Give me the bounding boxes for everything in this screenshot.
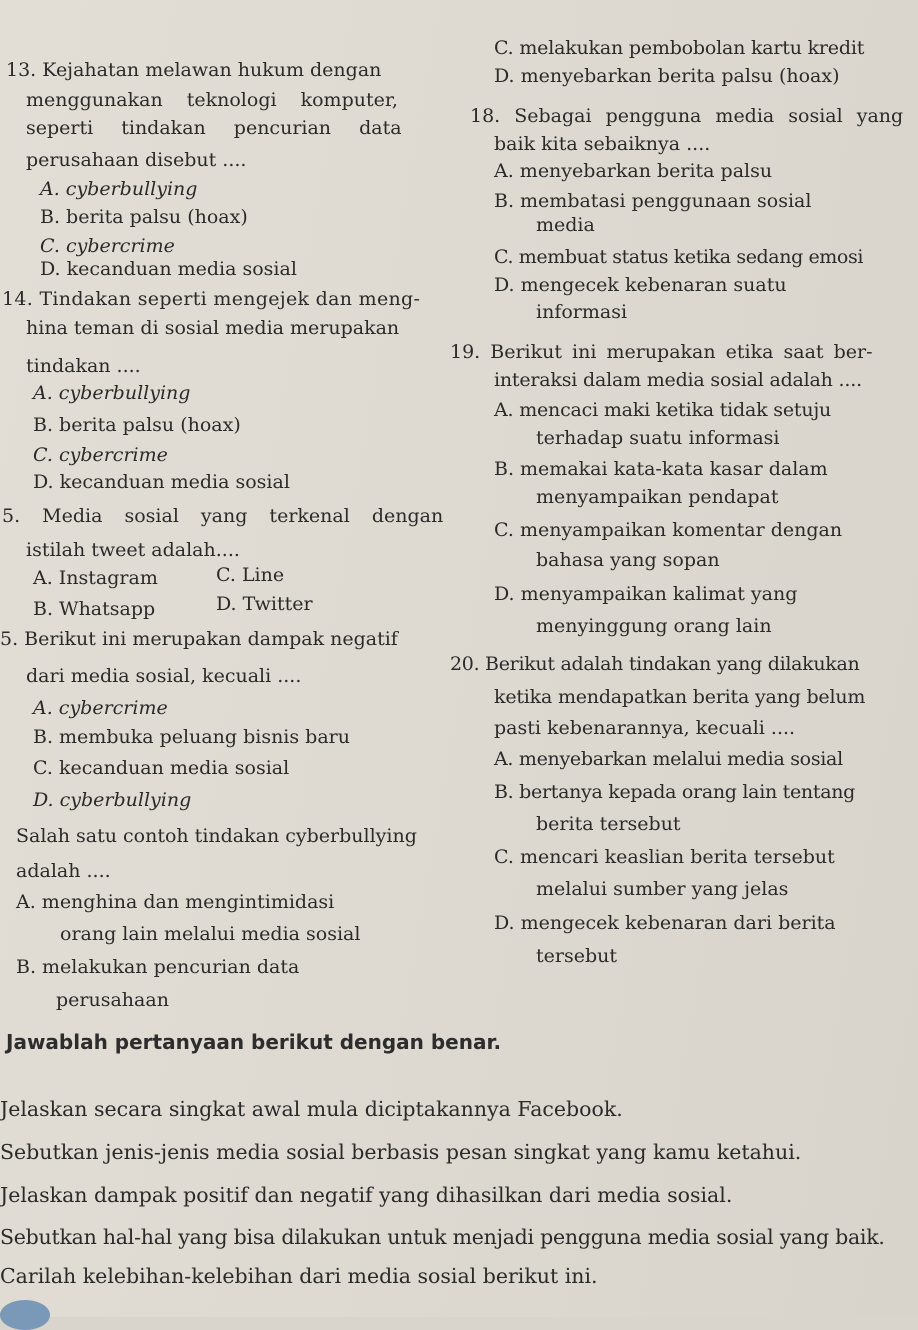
q19-option-a-cont: terhadap suatu informasi xyxy=(536,427,780,449)
q16-option-c: C. kecanduan media sosial xyxy=(33,757,290,779)
q17-option-a-cont: orang lain melalui media sosial xyxy=(60,923,361,945)
q16-stem-line-2: dari media sosial, kecuali .... xyxy=(26,665,302,687)
q14-option-c: C. cybercrime xyxy=(33,444,168,466)
q16-stem-line-1: 5. Berikut ini merupakan dampak negatif xyxy=(0,628,398,650)
q17-option-d: D. menyebarkan berita palsu (hoax) xyxy=(494,65,840,87)
essay-item-5: Carilah kelebihan-kelebihan dari media sosial berikut ini. xyxy=(0,1264,598,1288)
q14-option-a: A. cyberbullying xyxy=(33,382,191,404)
blue-corner-object xyxy=(0,1300,50,1330)
q15-stem-line-1: 5. Media sosial yang terkenal dengan xyxy=(2,505,444,527)
q18-option-b-cont: media xyxy=(536,214,595,236)
q15-option-a: A. Instagram xyxy=(33,567,158,589)
q20-option-d-cont: tersebut xyxy=(536,945,617,967)
q14-stem-line-1: 14. Tindakan seperti mengejek dan meng- xyxy=(2,288,421,310)
q20-stem-line-1: 20. Berikut adalah tindakan yang dilakukan xyxy=(450,653,860,675)
q20-stem-line-2: ketika mendapatkan berita yang belum xyxy=(494,686,866,708)
q18-stem-line-2: baik kita sebaiknya .... xyxy=(494,133,711,155)
q17-option-b: B. melakukan pencurian data xyxy=(16,956,300,978)
q18-option-d-cont: informasi xyxy=(536,301,628,323)
q17-option-c: C. melakukan pembobolan kartu kredit xyxy=(494,37,865,59)
q15-option-d: D. Twitter xyxy=(216,593,313,615)
q19-option-d: D. menyampaikan kalimat yang xyxy=(494,583,798,605)
q16-option-d: D. cyberbullying xyxy=(33,789,192,811)
q13-option-b: B. berita palsu (hoax) xyxy=(40,206,248,228)
q19-option-d-cont: menyinggung orang lain xyxy=(536,615,772,637)
q17-stem-line-1: Salah satu contoh tindakan cyberbullying xyxy=(16,825,417,847)
q13-stem-line-3: seperti tindakan pencurian data xyxy=(26,117,402,139)
q13-option-c: C. cybercrime xyxy=(40,235,175,257)
q14-stem-line-2: hina teman di sosial media merupakan xyxy=(26,317,400,339)
q19-option-c-cont: bahasa yang sopan xyxy=(536,549,720,571)
q19-option-b: B. memakai kata-kata kasar dalam xyxy=(494,458,828,480)
q19-stem-line-2: interaksi dalam media sosial adalah .... xyxy=(494,369,862,391)
q18-stem-line-1: 18. Sebagai pengguna media sosial yang xyxy=(470,105,904,127)
q20-option-a: A. menyebarkan melalui media sosial xyxy=(494,748,843,770)
q16-option-b: B. membuka peluang bisnis baru xyxy=(33,726,350,748)
essay-item-2: Sebutkan jenis-jenis media sosial berbasis pesan singkat yang kamu ketahui. xyxy=(0,1140,802,1164)
q18-option-d: D. mengecek kebenaran suatu xyxy=(494,274,787,296)
q14-option-d: D. kecanduan media sosial xyxy=(33,471,290,493)
q20-option-d: D. mengecek kebenaran dari berita xyxy=(494,912,836,934)
q19-option-b-cont: menyampaikan pendapat xyxy=(536,486,779,508)
essay-item-1: Jelaskan secara singkat awal mula diciptakannya Facebook. xyxy=(0,1097,623,1121)
q16-option-a: A. cybercrime xyxy=(33,697,168,719)
q15-option-b: B. Whatsapp xyxy=(33,598,156,620)
essay-heading: Jawablah pertanyaan berikut dengan benar. xyxy=(6,1030,502,1054)
essay-item-3: Jelaskan dampak positif dan negatif yang dihasilkan dari media sosial. xyxy=(0,1183,733,1207)
q13-stem-line-1: 13. Kejahatan melawan hukum dengan xyxy=(6,59,382,81)
q13-stem-line-2: menggunakan teknologi komputer, xyxy=(26,89,398,111)
q13-option-d: D. kecanduan media sosial xyxy=(40,258,297,280)
q20-option-b: B. bertanya kepada orang lain tentang xyxy=(494,781,856,803)
q19-option-a: A. mencaci maki ketika tidak setuju xyxy=(494,399,832,421)
q17-stem-line-2: adalah .... xyxy=(16,860,111,882)
q20-option-c-cont: melalui sumber yang jelas xyxy=(536,878,789,900)
q19-stem-line-1: 19. Berikut ini merupakan etika saat ber- xyxy=(450,341,873,363)
q20-option-b-cont: berita tersebut xyxy=(536,813,681,835)
q14-stem-line-3: tindakan .... xyxy=(26,355,141,377)
q17-option-b-cont: perusahaan xyxy=(56,989,169,1011)
q20-stem-line-3: pasti kebenarannya, kecuali .... xyxy=(494,717,796,739)
q13-option-a: A. cyberbullying xyxy=(40,178,198,200)
q18-option-c: C. membuat status ketika sedang emosi xyxy=(494,246,863,268)
q18-option-a: A. menyebarkan berita palsu xyxy=(494,160,773,182)
q13-stem-line-4: perusahaan disebut .... xyxy=(26,149,247,171)
essay-item-4: Sebutkan hal-hal yang bisa dilakukan untuk menjadi pengguna media sosial yang baik. xyxy=(0,1225,885,1249)
q18-option-b: B. membatasi penggunaan sosial xyxy=(494,190,812,212)
q17-option-a: A. menghina dan mengintimidasi xyxy=(16,891,335,913)
q20-option-c: C. mencari keaslian berita tersebut xyxy=(494,846,835,868)
q19-option-c: C. menyampaikan komentar dengan xyxy=(494,519,843,541)
q15-stem-line-2: istilah tweet adalah.... xyxy=(26,539,240,561)
q15-option-c: C. Line xyxy=(216,564,285,586)
q14-option-b: B. berita palsu (hoax) xyxy=(33,414,241,436)
